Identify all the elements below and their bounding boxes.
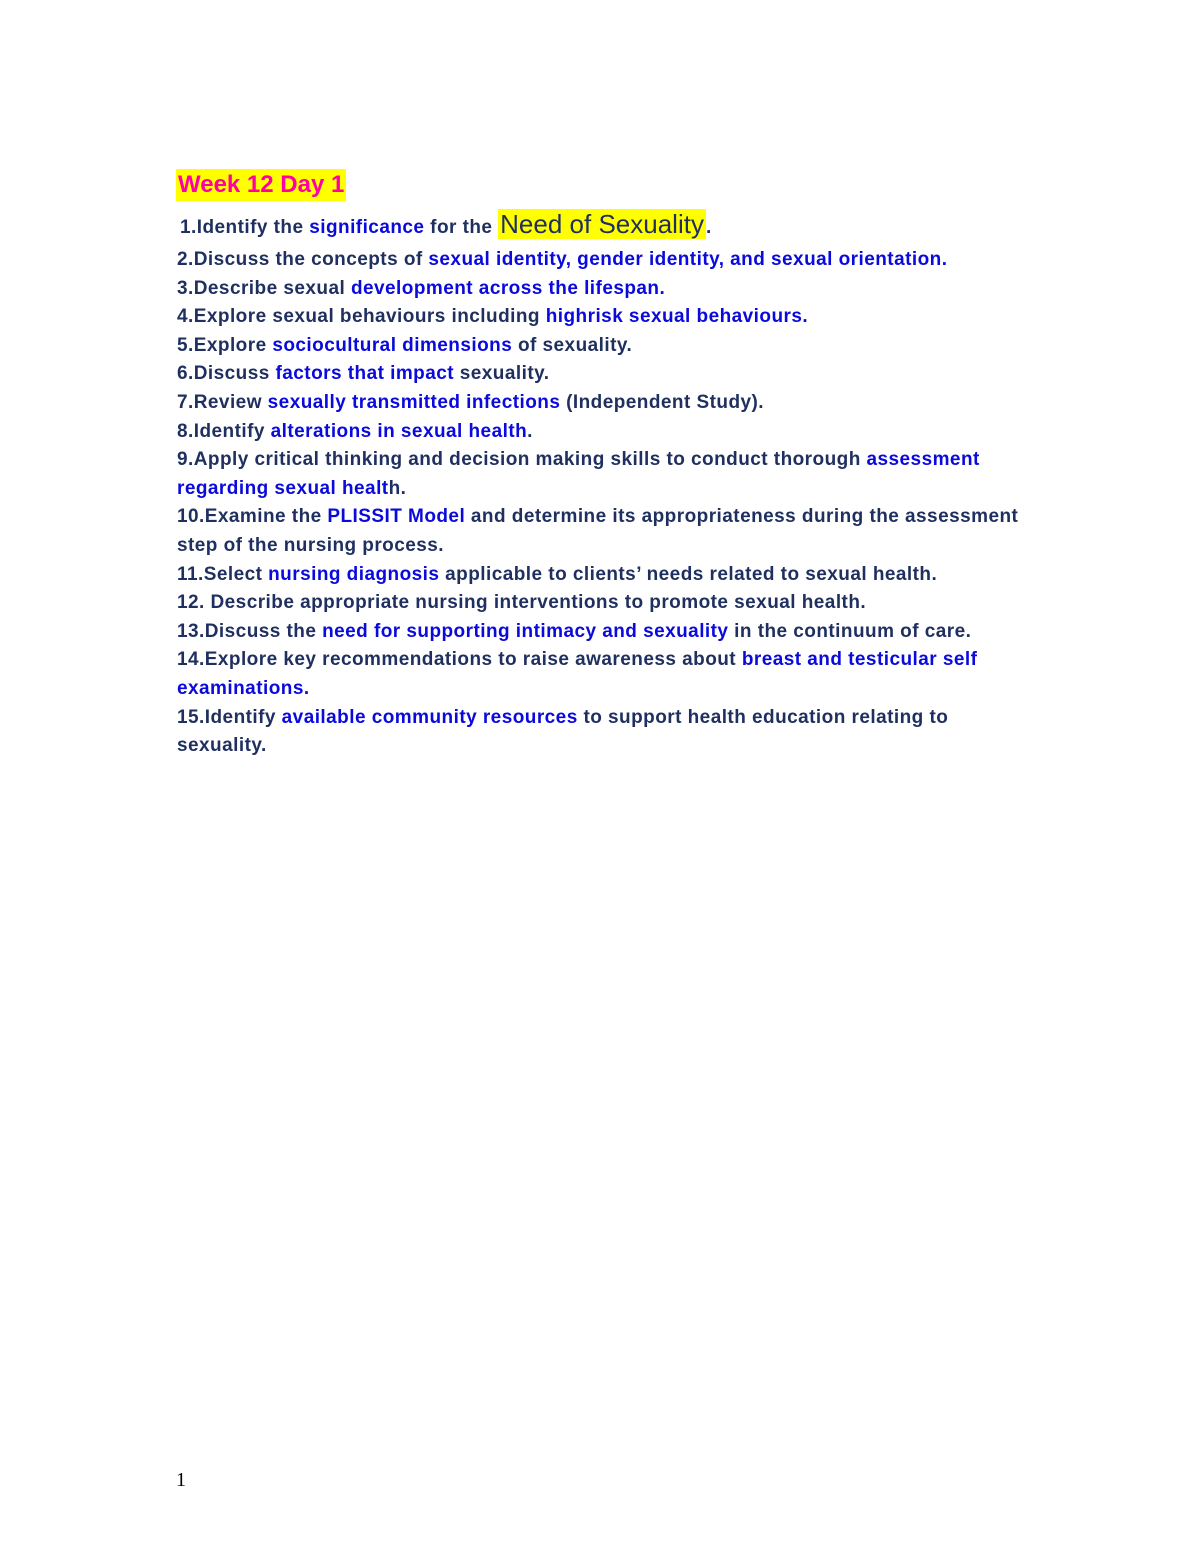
objective-text: 1.Identify the <box>180 217 310 238</box>
objective-item <box>177 206 1037 246</box>
objective-text: 10.Examine the <box>177 506 328 528</box>
objective-item <box>177 275 1037 304</box>
objective-text: (Independent Study). <box>560 391 765 413</box>
objective-item <box>177 561 1037 590</box>
objective-text: . <box>705 217 712 238</box>
learning-objectives-list <box>177 206 1037 761</box>
objective-text: 15.Identify <box>177 706 282 728</box>
objective-item <box>177 704 1037 761</box>
objective-emphasis: development across the lifespan. <box>350 277 666 299</box>
objective-emphasis: available community resources <box>281 706 578 728</box>
objective-emphasis: nursing diagnosis <box>268 563 440 585</box>
objective-item <box>177 360 1037 389</box>
objective-text: 8.Identify <box>177 420 271 442</box>
objective-item <box>177 618 1037 647</box>
objective-text: in the continuum of care. <box>728 620 972 642</box>
objective-text: applicable to clients’ needs related to sexual health. <box>439 563 938 585</box>
objective-item <box>177 246 1037 275</box>
page-title: Week 12 Day 1 <box>176 169 346 201</box>
objective-item <box>177 389 1037 418</box>
objective-text: 9.Apply critical thinking and decision making skills to conduct thorough <box>177 449 867 471</box>
objective-text: 5.Explore <box>177 334 273 356</box>
objective-emphasis: need for supporting intimacy and sexuality <box>322 620 729 642</box>
objective-emphasis: significance <box>309 217 425 238</box>
objective-emphasis: sexually transmitted infections <box>267 391 561 413</box>
objective-text: 2.Discuss the concepts of <box>177 249 429 270</box>
objective-text: 13.Discuss the <box>177 620 323 642</box>
objective-item <box>177 332 1037 361</box>
objective-text: 6.Discuss <box>177 363 276 385</box>
objective-text: and determine its appropriateness during the assessment step of the nursing process. <box>177 506 1019 556</box>
objective-text: h. <box>388 477 407 499</box>
objective-item <box>177 503 1037 560</box>
objective-text: 12. Describe appropriate nursing interventions to promote sexual health. <box>177 592 867 614</box>
objective-item <box>177 418 1037 447</box>
objective-item <box>177 646 1037 703</box>
objective-emphasis: sociocultural dimensions <box>272 334 513 356</box>
objective-emphasis: highrisk sexual behaviours. <box>545 306 809 328</box>
objective-text: of sexuality. <box>512 334 633 356</box>
objective-text: 3.Describe sexual <box>177 277 351 299</box>
objective-text: 7.Review <box>177 391 268 413</box>
objective-emphasis: sexual identity, gender identity, and sexual orientation. <box>428 249 948 270</box>
objective-emphasis: alterations in sexual health <box>270 420 528 442</box>
objective-emphasis: breast and testicular self examinations. <box>177 649 978 699</box>
objective-text: . <box>527 420 533 442</box>
objective-text: 11.Select <box>177 563 269 585</box>
objective-highlight-heading: Need of Sexuality <box>500 209 704 239</box>
objective-item <box>177 446 1037 503</box>
objective-emphasis: assessment regarding sexual healt <box>177 449 980 499</box>
objective-text: for the <box>424 217 499 238</box>
objective-item <box>177 303 1037 332</box>
objective-emphasis: PLISSIT Model <box>327 506 466 528</box>
page-number: 1 <box>176 1469 186 1491</box>
objective-text: sexuality. <box>454 363 550 385</box>
objective-text: to support health education relating to sexuality. <box>177 706 949 757</box>
objective-text: 4.Explore sexual behaviours including <box>177 306 546 328</box>
objective-item <box>177 589 1037 618</box>
objective-emphasis: factors that impact <box>275 363 455 385</box>
objective-text: 14.Explore key recommendations to raise awareness about <box>177 649 742 671</box>
